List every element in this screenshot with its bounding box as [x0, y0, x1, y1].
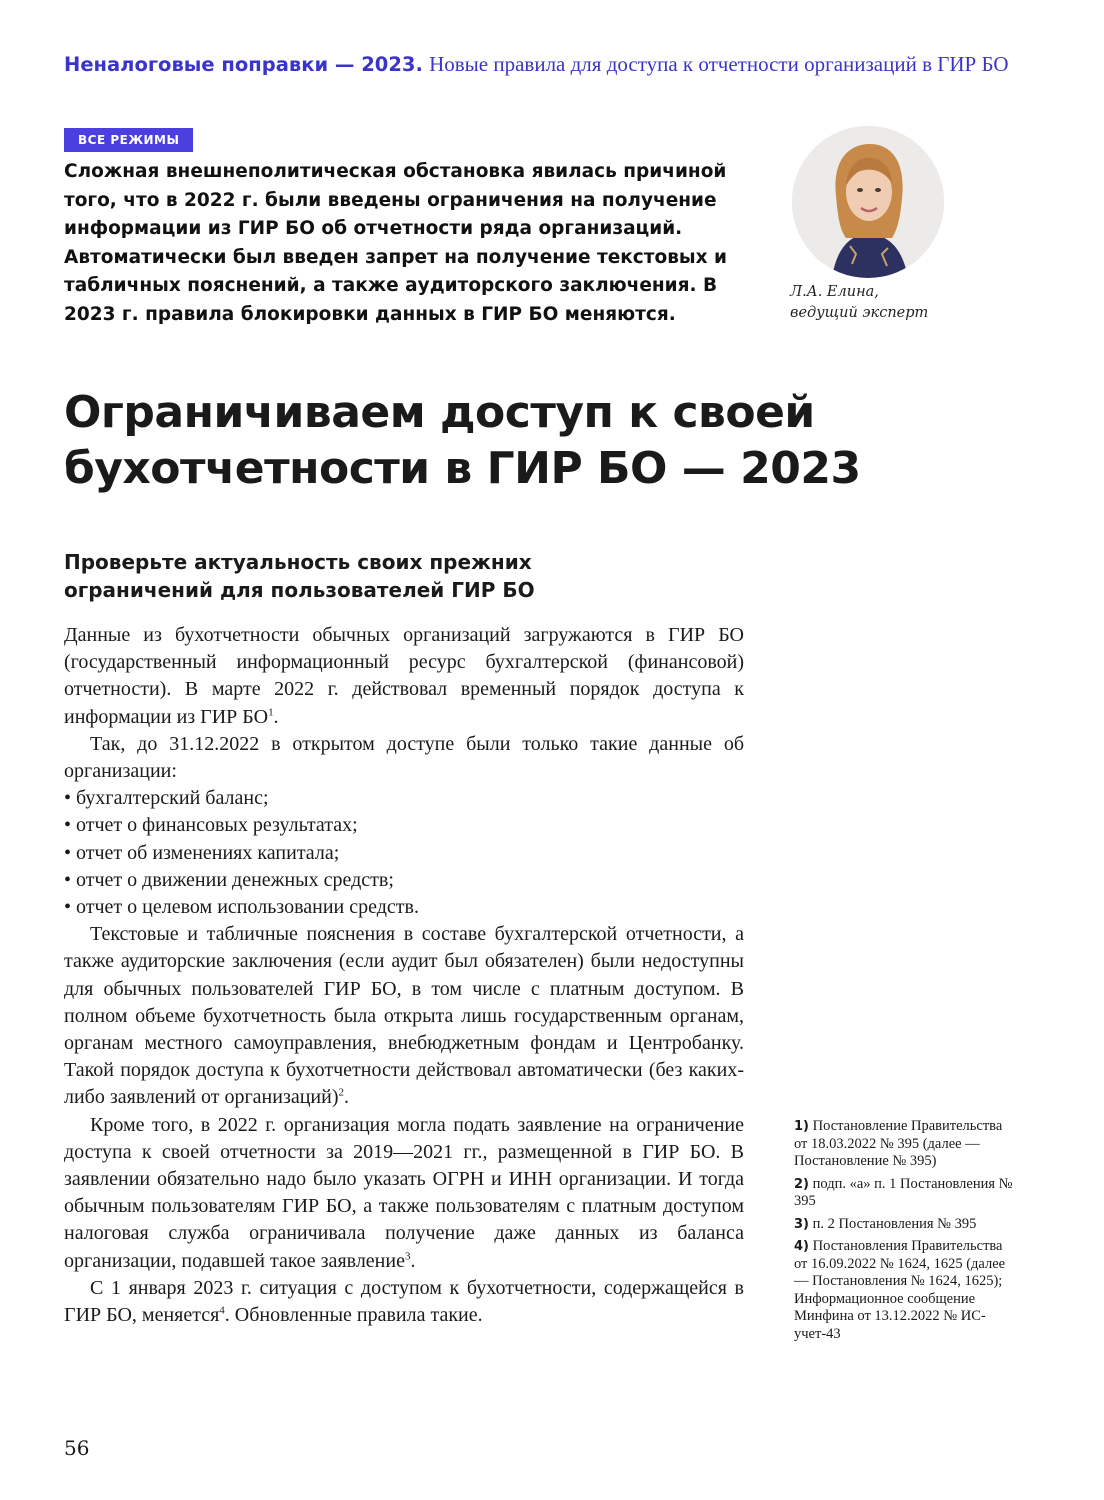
lead-paragraph: Сложная внешнеполитическая обстановка явилась причиной того, что в 2022 г. были введены ограничения на получение информации из ГИР БО об отчетности ряда организаций. Автоматически был введен запрет на получение текстовых и табличных пояснений, а также аудиторского заключения. В 2023 г. правила блокировки данных в ГИР БО меняются. [64, 161, 727, 325]
footnote-ref: 2 [338, 1086, 344, 1099]
running-header-section: Неналоговые поправки — 2023. [64, 53, 423, 76]
article-title-line-2: бухотчетности в ГИР БО — 2023 [64, 443, 861, 494]
footnote-item: 3) п. 2 Постановления № 395 [794, 1215, 977, 1232]
body-paragraph: С 1 января 2023 г. ситуация с доступом к бухотчетности, содержащейся в ГИР БО, меняется$^4$. Обновленные правила такие. [64, 1276, 744, 1327]
footnote-item: 1) Постановление Правительства от 18.03.2022 № 395 (далее — Постановление № 395) [794, 1118, 1003, 1169]
article-body [64, 622, 744, 1329]
footnote-ref: 3 [404, 1250, 411, 1263]
author-caption [790, 282, 990, 324]
page-number: 56 [64, 1436, 90, 1460]
author-name: Л.А. Елина, [790, 284, 879, 300]
tax-regime-badge: ВСЕ РЕЖИМЫ [64, 128, 193, 152]
list-item: • отчет о движении денежных средств; [64, 867, 744, 894]
footnote-ref: 1 [268, 705, 274, 718]
body-paragraph: Данные из бухотчетности обычных организаций загружаются в ГИР БО (государственный информационный ресурс бухгалтерской (финансовой) отчетности). В марте 2022 г. действовал временный порядок доступа к информации из ГИР $БО^1$. [64, 624, 744, 728]
list-item: • отчет об изменениях капитала; [64, 840, 744, 867]
section-subtitle: Проверьте актуальность своих прежних ограничений для пользователей ГИР БО [64, 550, 535, 602]
article-title [64, 385, 1024, 497]
author-photo [792, 126, 944, 278]
list-item: • бухгалтерский баланс; [64, 785, 744, 812]
article-title-line-1: Ограничиваем доступ к своей [64, 387, 815, 438]
report-list [64, 785, 744, 921]
footnote-item: 4) Постановления Правительства от 16.09.2022 № 1624, 1625 (далее — Постановления № 1624, 1625); Информационное сообщение Минфина от 13.12.2022 № ИС-учет-43 [794, 1238, 1006, 1342]
author-role: ведущий эксперт [790, 305, 929, 321]
running-header [64, 52, 1009, 77]
body-paragraph: Так, до 31.12.2022 в открытом доступе были только такие данные об организации: [64, 732, 744, 783]
footnote-ref: 4 [219, 1304, 225, 1317]
body-paragraph: Текстовые и табличные пояснения в составе бухгалтерской отчетности, а также аудиторские заключения (если аудит был обязателен) были недоступны для обычных пользователей ГИР БО, в том числе с платным доступом. В полном объеме бухотчетность была открыта лишь государственным органам, органам местного самоуправления, внебюджетным фондам и Центробанку. Такой порядок доступа к бухотчетности действовал автоматически (без каких-либо заявлений от организаций)$^2$. [64, 923, 744, 1109]
running-header-topic: Новые правила для доступа к отчетности организаций в ГИР БО [429, 52, 1009, 76]
body-paragraph: Кроме того, в 2022 г. организация могла подать заявление на ограничение доступа к своей отчетности за 2019—2021 гг., размещенной в ГИР БО. В заявлении обязательно надо было указать ОГРН и ИНН организации. И тогда обычным пользователям ГИР БО, а также пользователям с платным доступом налоговая служба ограничивала получение даже данных из баланса организации, подавшей такое заявление$^3$. [64, 1113, 744, 1272]
footnote-item: 2) подп. «а» п. 1 Постановления № 395 [794, 1175, 1013, 1209]
list-item: • отчет о финансовых результатах; [64, 812, 744, 839]
author-portrait-image [792, 126, 944, 278]
list-item: • отчет о целевом использовании средств. [64, 894, 744, 921]
footnotes [794, 1118, 1014, 1348]
